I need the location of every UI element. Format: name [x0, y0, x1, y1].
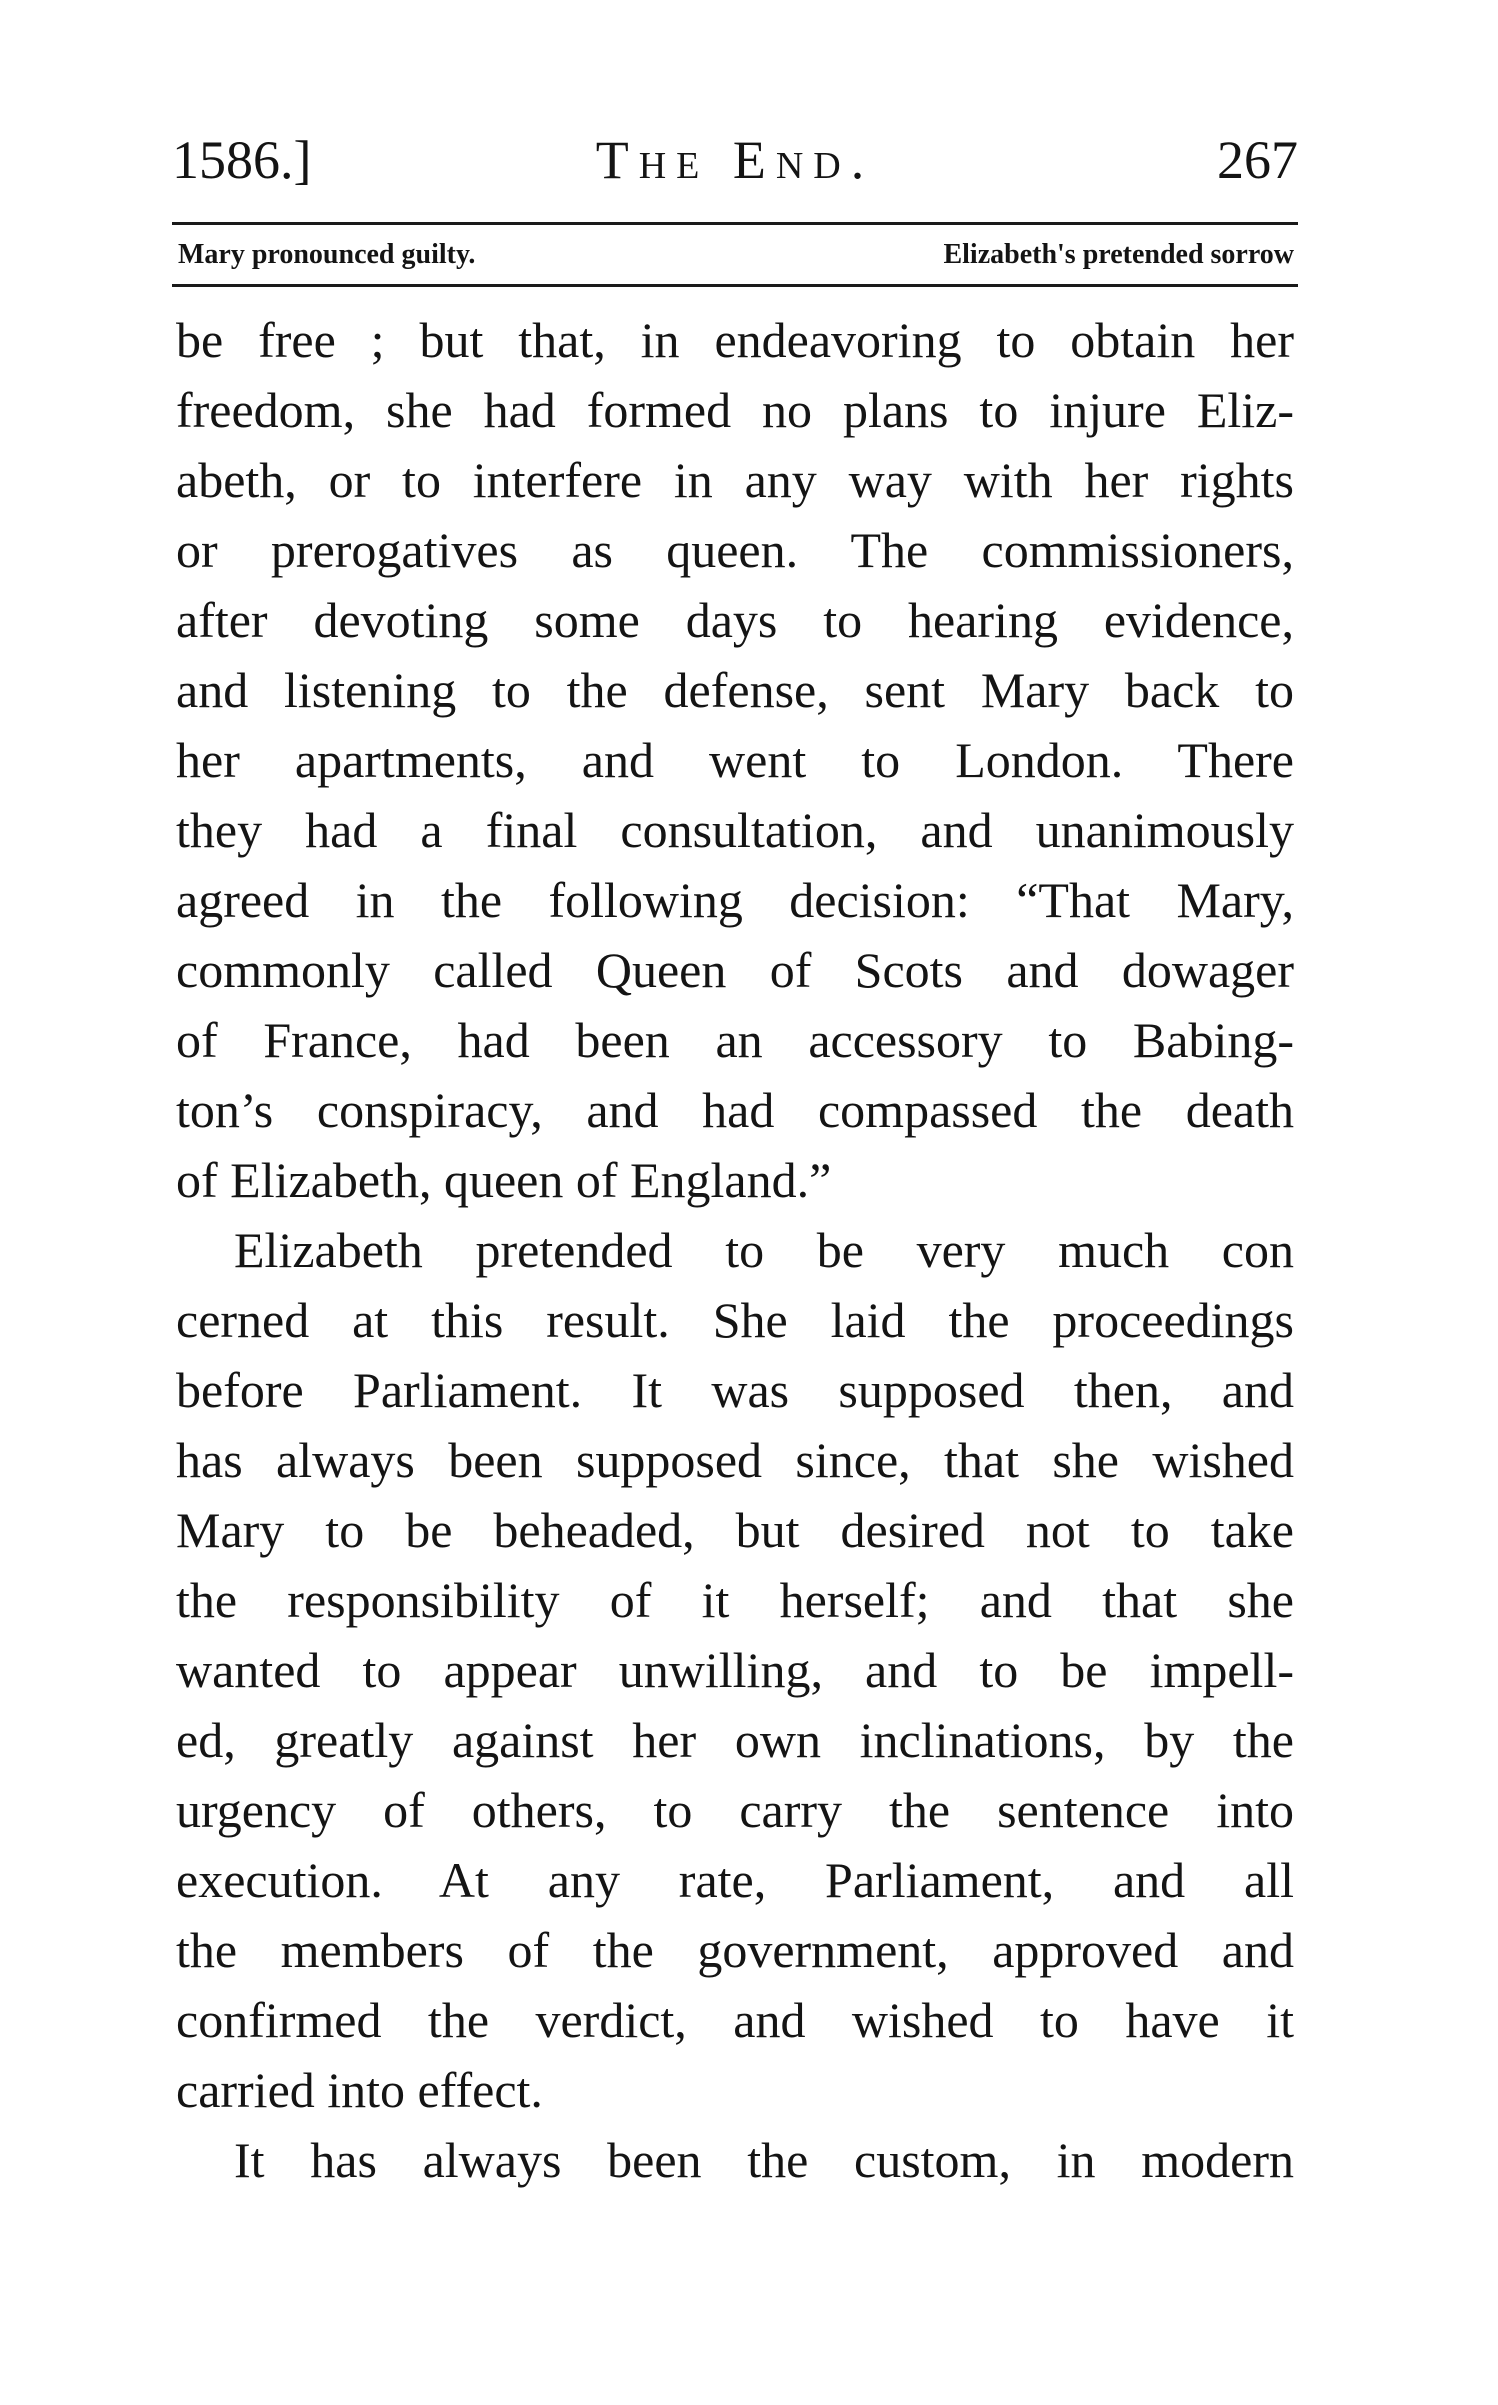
- paragraph-start-line: It has always been the custom, in modern: [234, 2132, 1294, 2188]
- text-line: after devoting some days to hearing evidence,: [176, 592, 1294, 648]
- text-line: ed, greatly against her own inclinations, by the: [176, 1712, 1294, 1768]
- text-line: cerned at this result. She laid the proceedings: [176, 1292, 1294, 1348]
- text-line: the members of the government, approved and: [176, 1922, 1294, 1978]
- text-line: commonly called Queen of Scots and dowager: [176, 942, 1294, 998]
- text-line: Mary to be beheaded, but desired not to take: [176, 1502, 1294, 1558]
- header-rule-top: [172, 222, 1298, 225]
- text-line: of France, had been an accessory to Babing-: [176, 1012, 1294, 1068]
- header-rule-bottom: [172, 284, 1298, 287]
- text-line: execution. At any rate, Parliament, and all: [176, 1852, 1294, 1908]
- page-number: 267: [1217, 130, 1298, 190]
- header-year: 1586.]: [172, 130, 312, 190]
- paragraph-start-line: Elizabeth pretended to be very much con: [234, 1222, 1294, 1278]
- text-line: and listening to the defense, sent Mary back to: [176, 662, 1294, 718]
- text-line: urgency of others, to carry the sentence into: [176, 1782, 1294, 1838]
- body-text: [176, 305, 1294, 2195]
- text-line: abeth, or to interfere in any way with her rights: [176, 452, 1294, 508]
- text-line: before Parliament. It was supposed then, and: [176, 1362, 1294, 1418]
- text-line: freedom, she had formed no plans to injure Eliz-: [176, 382, 1294, 438]
- shoulder-note-right: Elizabeth's pretended sorrow: [943, 239, 1294, 270]
- text-line: confirmed the verdict, and wished to have it: [176, 1992, 1294, 2048]
- text-line: carried into effect.: [176, 2062, 543, 2118]
- text-line: agreed in the following decision: “That Mary,: [176, 872, 1294, 928]
- shoulder-note-left: Mary pronounced guilty.: [178, 239, 476, 270]
- chapter-title: The End.: [595, 130, 875, 190]
- running-head: [172, 120, 1298, 200]
- text-line: ton’s conspiracy, and had compassed the death: [176, 1082, 1294, 1138]
- text-line: the responsibility of it herself; and that she: [176, 1572, 1294, 1628]
- shoulder-notes: [172, 228, 1298, 282]
- text-line: has always been supposed since, that she wished: [176, 1432, 1294, 1488]
- text-line: be free ; but that, in endeavoring to obtain her: [176, 312, 1294, 368]
- text-line: or prerogatives as queen. The commissioners,: [176, 522, 1294, 578]
- text-line: wanted to appear unwilling, and to be impell-: [176, 1642, 1294, 1698]
- text-line: her apartments, and went to London. There: [176, 732, 1294, 788]
- text-line: of Elizabeth, queen of England.”: [176, 1152, 832, 1208]
- text-line: they had a final consultation, and unanimously: [176, 802, 1294, 858]
